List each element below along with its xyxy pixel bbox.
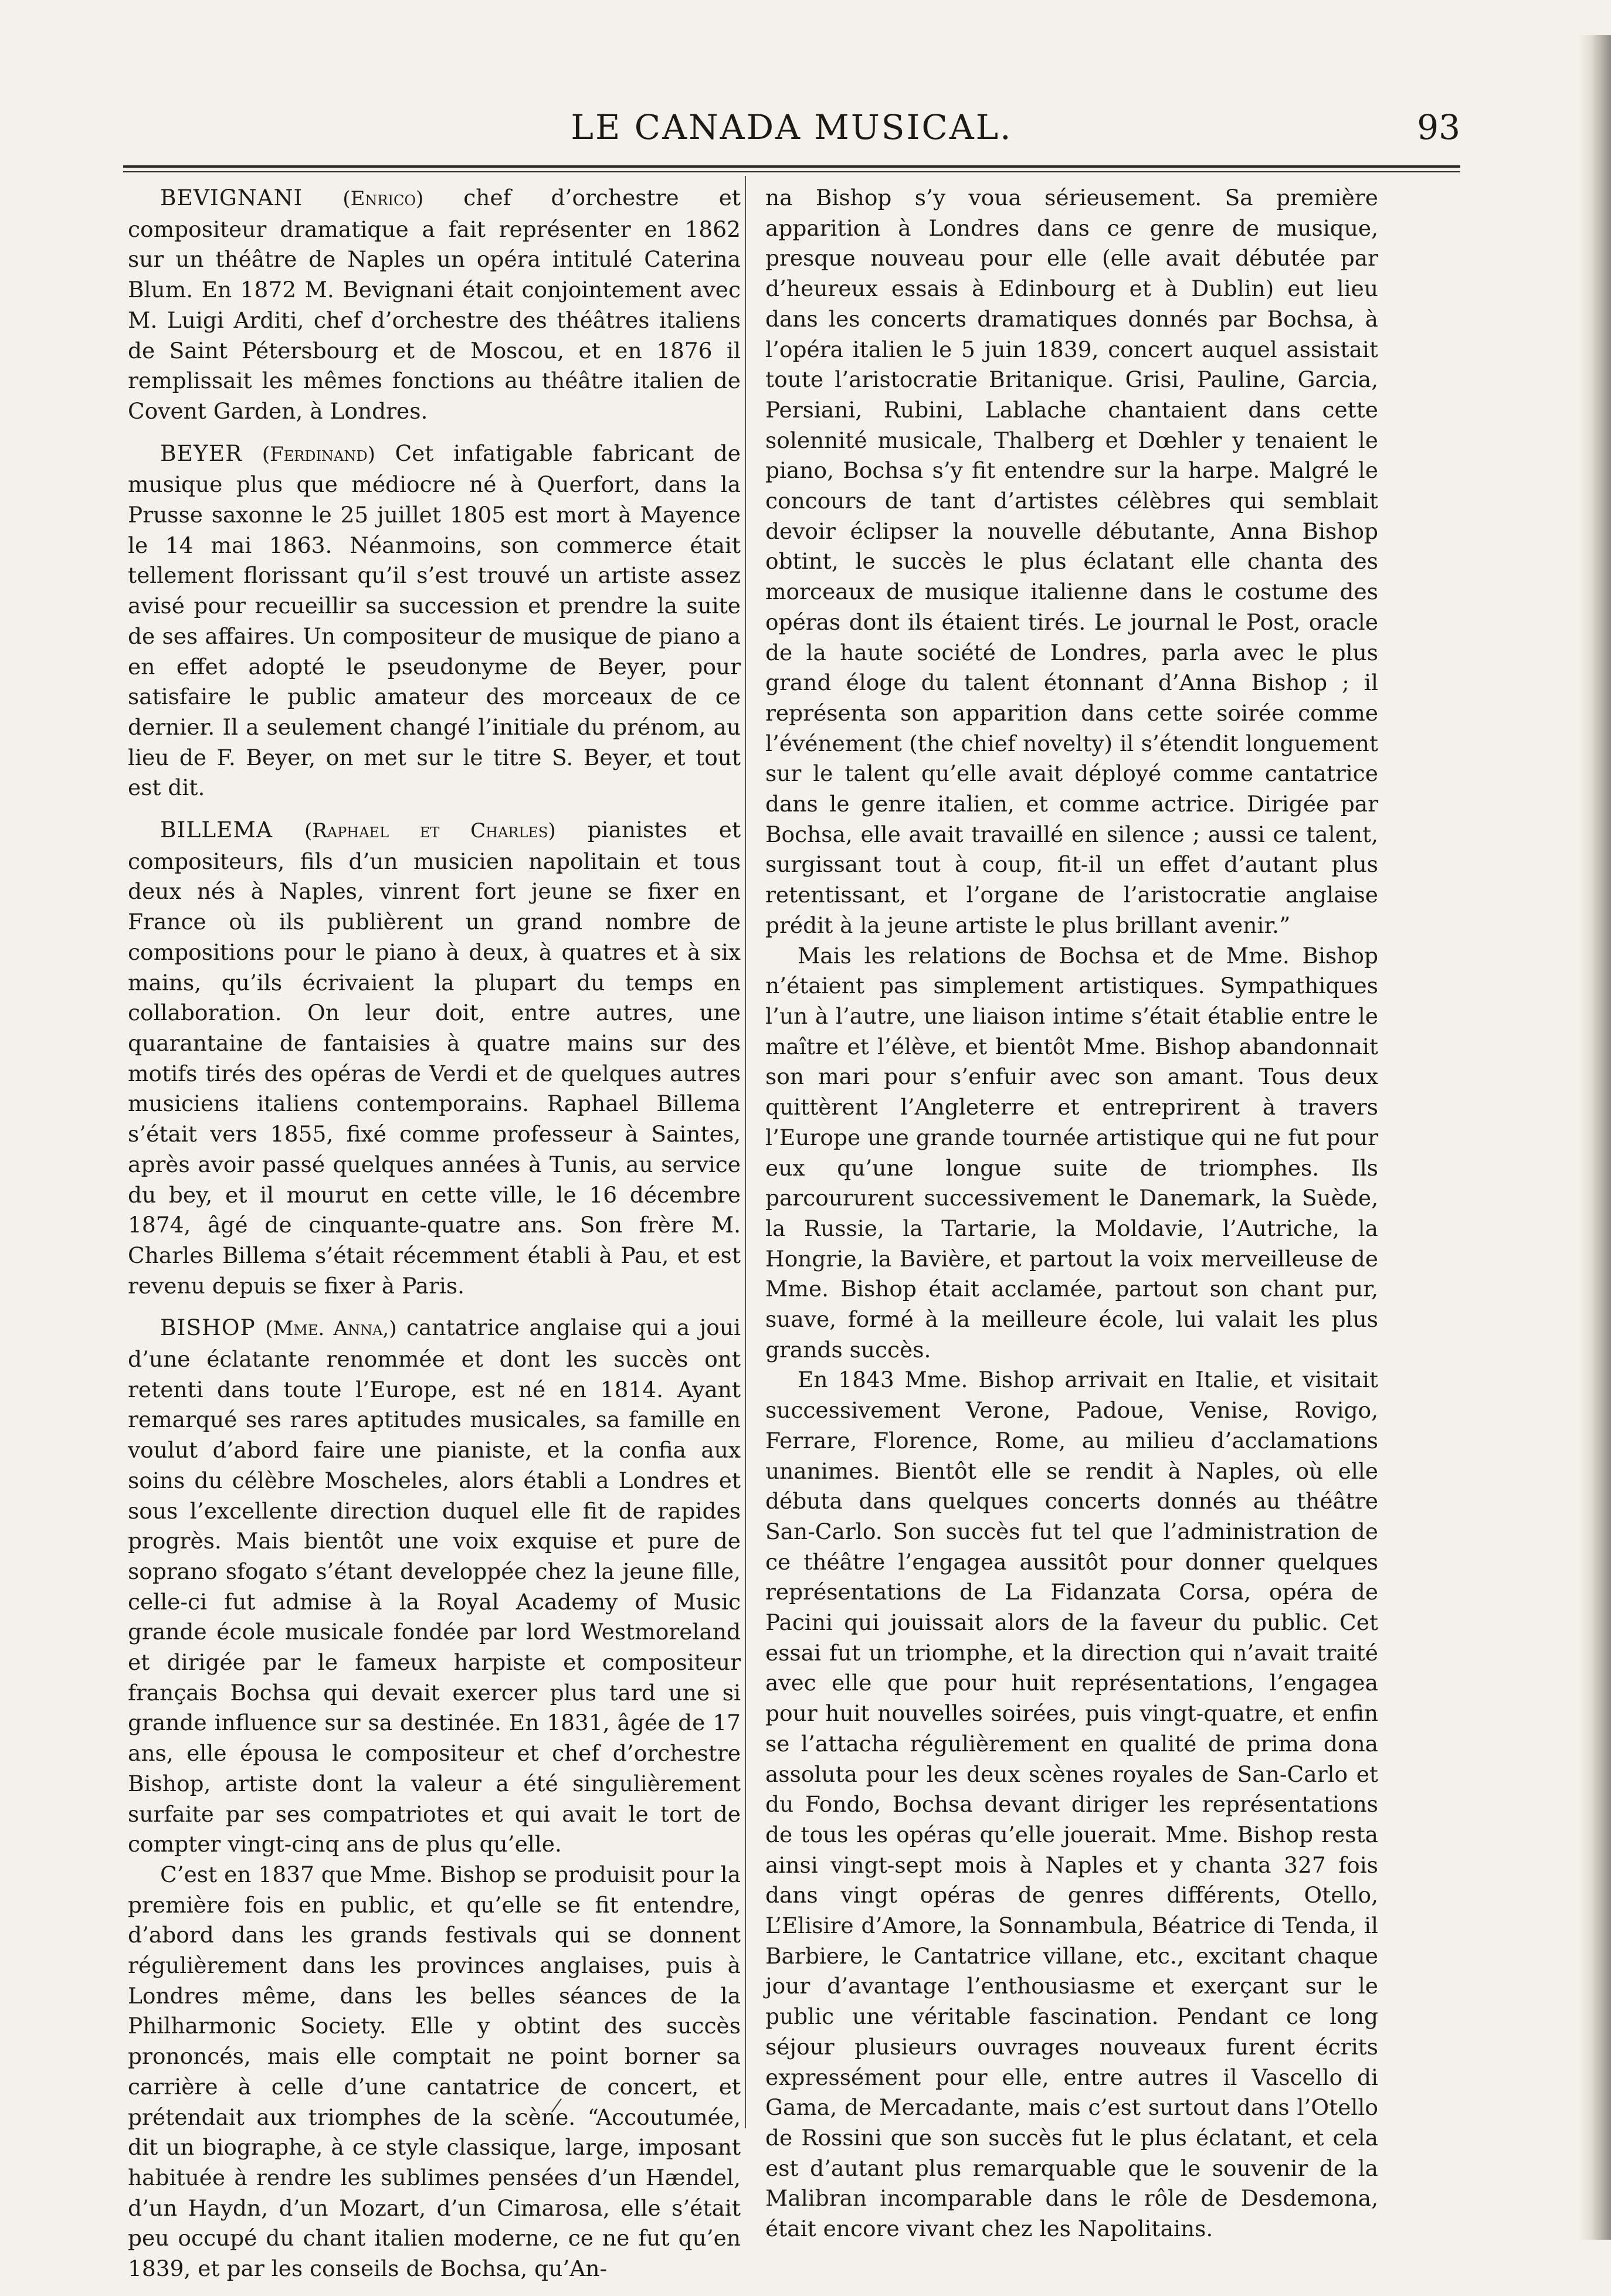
- entry-text: pianistes et compositeurs, fils d’un musicien napolitain et tous deux nés à Naples, vinrent fort jeune se fixer en France où ils publièrent un grand nombre de compositions pour le piano à deux, à quatres et à six mains, qu’ils écrivaient la plupart du temps en collaboration. On leur doit, entre autres, une quarantaine de fantaisies à quatre mains sur des motifs tirés des opéras de Verdi et de quelques autres musiciens italiens contemporains. Raphael Billema s’était vers 1855, fixé comme professeur à Saintes, après avoir passé quelques années à Tunis, au service du bey, et il mourut en cette ville, le 16 décembre 1874, âgé de cinquante-quatre ans. Son frère M. Charles Billema s’était récemment établi à Pau, et est revenu depuis se fixer à Paris.: [128, 817, 741, 1299]
- entry-bishop-continued: [765, 183, 1378, 2244]
- entry-paragraph: En 1843 Mme. Bishop arrivait en Italie, et visitait successivement Verone, Padoue, Venise, Rovigo, Ferrare, Florence, Rome, au milieu d’acclamations unanimes. Bientôt elle se rendit à Naples, où elle débuta dans quelques concerts donnés au théâtre San-Carlo. Son succès fut tel que l’administration de ce théâtre l’engagea aussitôt pour donner quelques représentations de La Fidanzata Corsa, opéra de Pacini qui jouissait alors de la faveur du public. Cet essai fut un triomphe, et la direction qui n’avait traité avec elle que pour huit représentations, l’engagea pour huit nouvelles soirées, puis vingt-quatre, et enfin se l’attacha régulièrement en qualité de prima dona assoluta pour les deux scènes royales de San-Carlo et du Fondo, Bochsa devant diriger les représentations de tous les opéras qu’elle jouerait. Mme. Bishop resta ainsi vingt-sept mois à Naples et y chanta 327 fois dans vingt opéras de genres différents, Otello, L’Elisire d’Amore, la Sonnambula, Béatrice di Tenda, il Barbiere, le Cantatrice villane, etc., excitant chaque jour d’avantage l’enthousiasme et exerçant sur le public une véritable fascination. Pendant ce long séjour plusieurs ouvrages nouveaux furent écrits expressément pour elle, entre autres il Vascello di Gama, de Mercadante, mais c’est surtout dans l’Otello de Rossini que son succès fut le plus éclatant, et cela est d’autant plus remarquable que le souvenir de la Malibran incomparable dans le rôle de Desdemona, était encore vivant chez les Napolitains.: [765, 1367, 1378, 2242]
- entry-headword: BEYER: [160, 440, 243, 466]
- entry-given-name: (Ferdinand): [262, 442, 375, 466]
- column-divider: [745, 176, 746, 2128]
- entry-bevignani: [128, 183, 741, 427]
- entry-headword: BISHOP: [160, 1315, 256, 1341]
- entry-paragraph: na Bishop s’y voua sérieusement. Sa première apparition à Londres dans ce genre de musique, presque nouveau pour elle (elle avait débutée par d’heureux essais à Edinbourg et à Dublin) eut lieu dans les concerts dramatiques donnés par Bochsa, à l’opéra italien le 5 juin 1839, concert auquel assistait toute l’aristocratie Britanique. Grisi, Pauline, Garcia, Persiani, Rubini, Lablache chantaient dans cette solennité musicale, Thalberg et Dœhler y tenaient le piano, Bochsa s’y fit entendre sur la harpe. Malgré le concours de tant d’artistes célèbres qui semblait devoir éclipser la nouvelle débutante, Anna Bishop obtint, le succès le plus éclatant elle chanta des morceaux de musique italienne dans le costume des opéras dont ils étaient tirés. Le journal le Post, oracle de la haute société de Londres, parla avec le plus grand éloge du talent étonnant d’Anna Bishop ; il représenta son apparition dans cette soirée comme l’événement (the chief novelty) il s’étendit longuement sur le talent qu’elle avait déployé comme cantatrice dans le genre italien, et comme actrice. Dirigée par Bochsa, elle avait travaillé en silence ; aussi ce talent, surgissant tout à coup, fit-il un effet d’autant plus retentissant, et l’organe de l’aristocratie anglaise prédit à la jeune artiste le plus brillant avenir.”: [765, 185, 1378, 938]
- left-column: [128, 183, 741, 2296]
- entry-given-name: (Mme. Anna,): [265, 1317, 397, 1341]
- page-edge-shadow: [1579, 35, 1611, 2240]
- entry-text: chef d’orchestre et compositeur dramatique a fait représenter en 1862 sur un théâtre de Naples un opéra intitulé Caterina Blum. En 1872 M. Bevignani était conjointement avec M. Luigi Arditi, chef d’orchestre des théâtres italiens de Saint Pétersbourg et de Moscou, et en 1876 il remplissait les mêmes fonctions au théâtre italien de Covent Garden, à Londres.: [128, 185, 741, 424]
- entry-headword: BILLEMA: [160, 817, 273, 843]
- entry-text: cantatrice anglaise qui a joui d’une éclatante renommée et dont les succès ont retenti dans toute l’Europe, est né en 1814. Ayant remarqué ses rares aptitudes musicales, sa famille en voulut d’abord faire une pianiste, et la confia aux soins du célèbre Moscheles, alors établi a Londres et sous l’excellente direction duquel elle fit de rapides progrès. Mais bientôt une voix exquise et pure de soprano sfogato s’étant developpée chez la jeune fille, celle-ci fut admise à la Royal Academy of Music grande école musicale fondée par lord Westmoreland et dirigée par le fameux harpiste et compositeur français Bochsa qui devait exercer plus tard une si grande influence sur sa destinée. En 1831, âgée de 17 ans, elle épousa le compositeur et chef d’orchestre Bishop, artiste dont la valeur a été singulièrement surfaite par ses compatriotes et qui avait le tort de compter vingt-cinq ans de plus qu’elle.: [128, 1315, 741, 1857]
- page-number: 93: [1417, 107, 1460, 147]
- entry-billema: [128, 815, 741, 1301]
- entry-given-name: (Raphael et Charles): [304, 819, 556, 843]
- entry-paragraph: C’est en 1837 que Mme. Bishop se produisit pour la première fois en public, et qu’elle se fit entendre, d’abord dans les grands festivals qui se donnent régulièrement dans les provinces anglaises, puis à Londres même, dans les belles séances de la Philharmonic Society. Elle y obtint des succès prononcés, mais elle comptait ne point borner sa carrière à celle d’une cantatrice de concert, et prétendait aux triomphes de la scène. “Accoutumée, dit un biographe, à ce style classique, large, imposant habituée à rendre les sublimes pensées d’un Hændel, d’un Haydn, d’un Mozart, d’un Cimarosa, elle s’était peu occupé du chant italien moderne, ce ne fut qu’en 1839, et par les conseils de Bochsa, qu’An-: [128, 1861, 741, 2282]
- entry-beyer: [128, 439, 741, 803]
- entry-bishop: [128, 1313, 741, 2284]
- right-column: [765, 183, 1378, 2256]
- entry-paragraph: Mais les relations de Bochsa et de Mme. Bishop n’étaient pas simplement artistiques. Sympathiques l’un à l’autre, une liaison intime s’était établie entre le maître et l’élève, et bientôt Mme. Bishop abandonnait son mari pour s’enfuir avec son amant. Tous deux quittèrent l’Angleterre et entreprirent à travers l’Europe une grande tournée artistique qui ne fut pour eux qu’une longue suite de triomphes. Ils parcoururent successivement le Danemark, la Suède, la Russie, la Tartarie, la Moldavie, l’Autriche, la Hongrie, la Bavière, et partout la voix merveilleuse de Mme. Bishop était acclamée, partout son chant pur, suave, formé à la meilleure école, lui valait les plus grands succès.: [765, 942, 1378, 1363]
- entry-text: Cet infatigable fabricant de musique plus que médiocre né à Querfort, dans la Prusse saxonne le 25 juillet 1805 est mort à Mayence le 14 mai 1863. Néanmoins, son commerce était tellement florissant qu’il s’est trouvé un artiste assez avisé pour recueillir sa succession et prendre la suite de ses affaires. Un compositeur de musique de piano a en effet adopté le pseudonyme de Beyer, pour satisfaire le public amateur des morceaux de ce dernier. Il a seulement changé l’initiale du prénom, au lieu de F. Beyer, on met sur le titre S. Beyer, et tout est dit.: [128, 440, 741, 801]
- journal-title: LE CANADA MUSICAL.: [571, 107, 1013, 147]
- header-rule-thin: [123, 171, 1460, 172]
- header-rule-thick: [123, 165, 1460, 168]
- running-header: [123, 103, 1460, 155]
- entry-given-name: (Enrico): [342, 187, 424, 210]
- entry-headword: BEVIGNANI: [160, 185, 303, 210]
